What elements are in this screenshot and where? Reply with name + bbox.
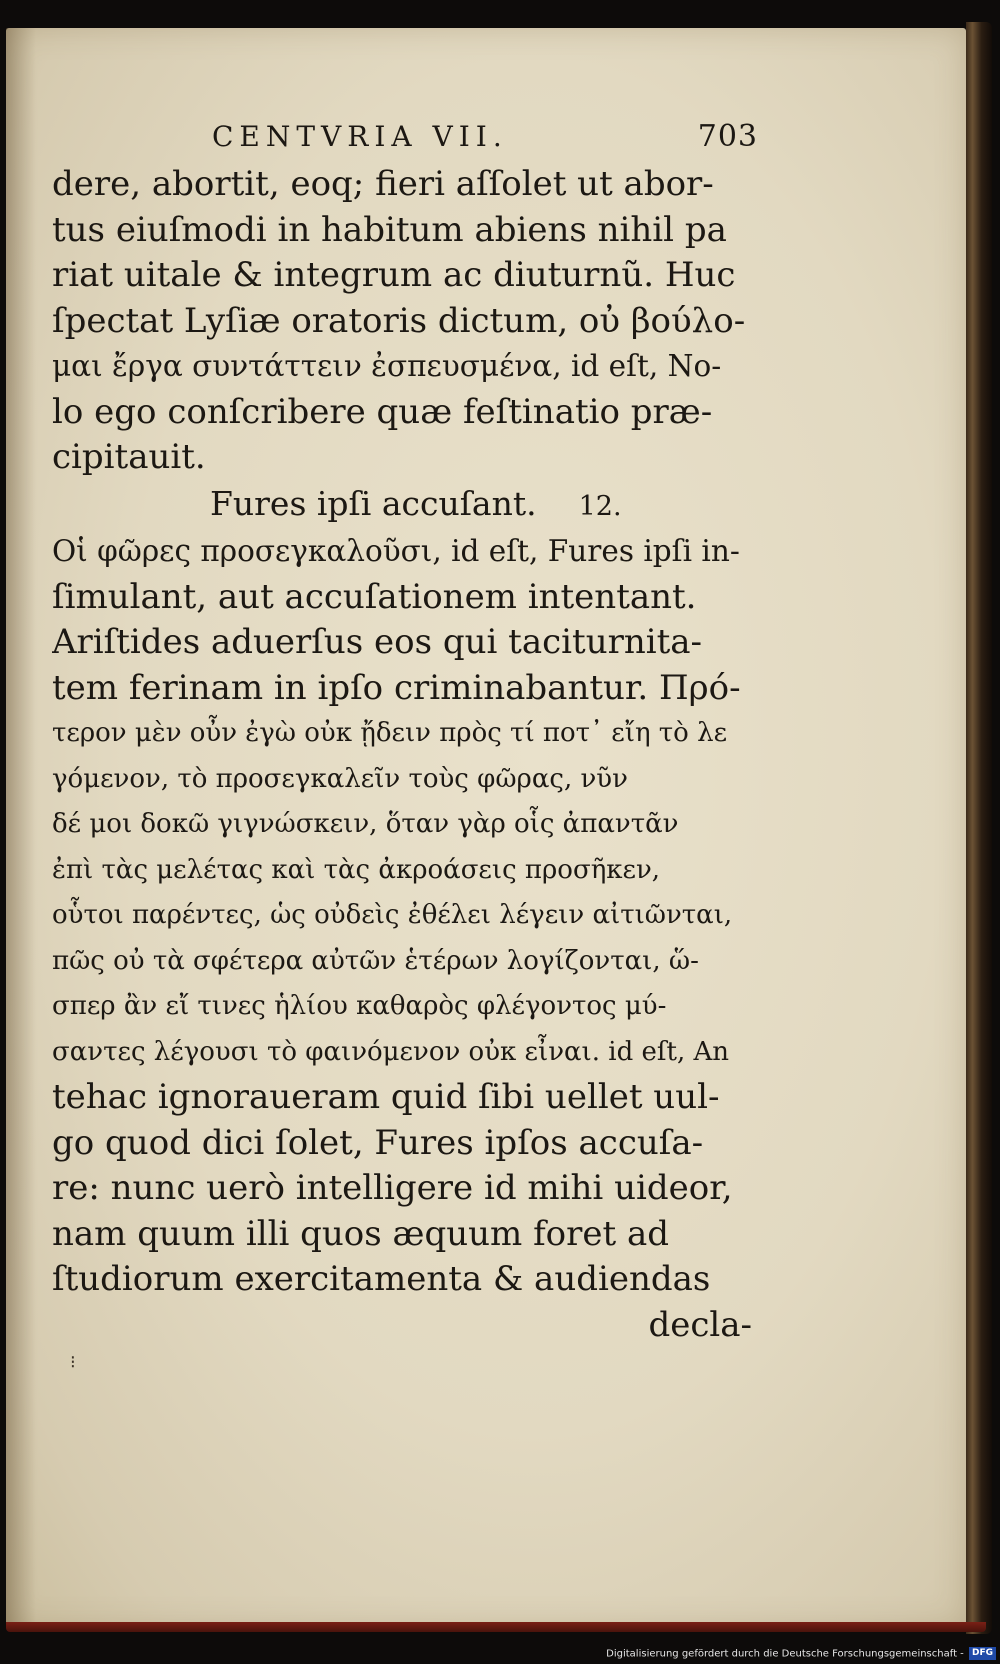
text-line-content: Οἱ φῶρες προσεγκαλοῦσι, id eſt, Fures ipſi in- (52, 534, 740, 568)
text-line (52, 1212, 752, 1258)
text-line-content: re: nunc uerò intelligere id mihi uideor, (52, 1168, 733, 1208)
text-line-content: tehac ignoraueram quid ſibi uellet uul- (52, 1077, 720, 1117)
text-line (52, 1166, 752, 1212)
text-line-content: riat uitale & integrum ac diuturnũ. Huc (52, 255, 736, 295)
page-number: 703 (697, 119, 758, 154)
text-line (52, 390, 752, 436)
text-line (52, 893, 752, 939)
text-line (52, 1257, 752, 1303)
text-line-content: Fures ipſi accuſant. (210, 483, 537, 523)
book-bottom-edge (6, 1622, 986, 1632)
text-line-content: σαντες λέγουσι τὸ φαινόμενον οὐκ εἶναι. id eſt, An (52, 1036, 730, 1067)
book-fore-edge (966, 22, 992, 1634)
text-line (52, 208, 752, 254)
text-line (52, 253, 752, 299)
text-line-content: πῶς οὐ τὰ σφέτερα αὐτῶν ἑτέρων λογίζονται, ὥ- (52, 945, 699, 976)
dfg-logo: DFG (969, 1647, 996, 1660)
digitization-credit (606, 1647, 996, 1660)
text-line (52, 984, 752, 1030)
gutter-shadow (6, 28, 36, 1628)
catchword (52, 1303, 752, 1349)
text-line (52, 435, 752, 481)
running-head (52, 112, 758, 162)
text-line-content: tus eiuſmodi in habitum abiens nihil pa (52, 209, 727, 250)
text-line-content: Ariſtides aduerſus eos qui taciturnita- (52, 622, 703, 662)
text-line-content: ſimulant, aut accuſationem intentant. (52, 576, 697, 617)
text-lines (52, 162, 752, 1348)
section-number: 12. (578, 490, 622, 522)
text-line (52, 1075, 752, 1121)
text-line (52, 1030, 752, 1076)
text-line-content: cipitauit. (52, 437, 206, 477)
text-line (52, 711, 752, 757)
text-line-content: ſtudiorum exercitamenta & audiendas (52, 1259, 711, 1299)
text-line (52, 848, 752, 894)
running-head-title: CENTVRIA VII. (212, 120, 508, 153)
text-line (52, 757, 752, 803)
text-line-content: tem ferinam in ipſo criminabantur. Πρό- (52, 667, 741, 708)
text-line-content: nam quum illi quos æquum foret ad (52, 1213, 670, 1254)
text-line-content: οὗτοι παρέντες, ὡς οὐδεὶς ἐθέλει λέγειν αἰτιῶνται, (52, 900, 733, 930)
text-line (52, 802, 752, 848)
text-line-content: ſpectat Lyſiæ oratoris dictum, οὐ βούλο- (52, 300, 746, 341)
stray-ink-mark: ⁝ (70, 1352, 76, 1373)
text-line (52, 575, 752, 621)
text-line-content: δέ μοι δοκῶ γιγνώσκειν, ὅταν γὰρ οἷς ἀπαντᾶν (52, 809, 679, 839)
text-line (52, 529, 752, 575)
text-line (52, 666, 752, 712)
text-line (52, 162, 752, 208)
text-line-content: ἐπὶ τὰς μελέτας καὶ τὰς ἀκροάσεις προσῆκεν, (52, 854, 661, 885)
text-line-content: lo ego conſcribere quæ feſtinatio præ- (52, 391, 713, 432)
text-line-content: dere, abortit, eoq; fieri aſſolet ut abor- (52, 164, 714, 204)
text-line (52, 299, 752, 345)
text-line-content: σπερ ἂν εἴ τινες ἡλίου καθαρὸς φλέγοντος μύ- (52, 991, 667, 1021)
text-line (52, 620, 752, 666)
text-line-content: μαι ἔργα συντάττειν ἐσπευσμένα, id eſt, No- (52, 349, 722, 383)
text-line (52, 1121, 752, 1167)
text-line (52, 939, 752, 985)
text-line-content: go quod dici ſolet, Fures ipſos accuſa- (52, 1122, 704, 1163)
text-line (52, 344, 752, 390)
text-line-content: decla- (648, 1304, 752, 1345)
page-text-block (52, 112, 758, 1348)
digitization-credit-text: Digitalisierung gefördert durch die Deutsche Forschungsgemeinschaft - (606, 1648, 964, 1660)
section-heading (52, 481, 752, 530)
text-line-content: τερον μὲν οὖν ἐγὼ οὐκ ᾔδειν πρὸς τί ποτ᾽ εἴη τὸ λε (52, 718, 728, 748)
text-line-content: γόμενον, τὸ προσεγκαλεῖν τοὺς φῶρας, νῦν (52, 763, 628, 794)
